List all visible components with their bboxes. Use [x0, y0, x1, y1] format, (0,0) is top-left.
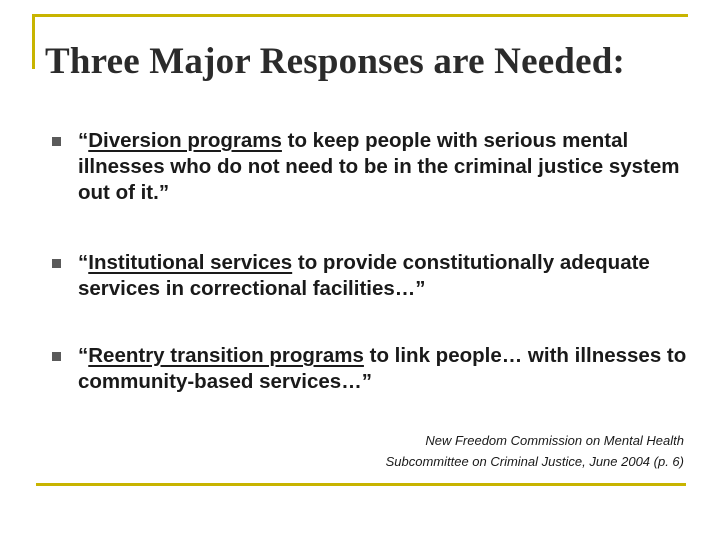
frame-left-rule — [32, 14, 35, 69]
frame-top-rule — [32, 14, 688, 17]
underlined-term: Institutional services — [88, 251, 293, 274]
square-bullet-icon — [52, 352, 61, 361]
square-bullet-icon — [52, 137, 61, 146]
slide-title: Three Major Responses are Needed: — [45, 41, 626, 82]
citation-line-1: New Freedom Commission on Mental Health — [425, 433, 684, 448]
bullet-text — [78, 250, 688, 302]
open-quote: “ — [78, 344, 89, 367]
bullet-text — [78, 128, 688, 206]
citation — [386, 430, 684, 472]
underlined-term: Diversion programs — [88, 129, 282, 152]
bullet-body: to link people… with illnesses to community-based services…” — [78, 344, 687, 393]
square-bullet-icon — [52, 259, 61, 268]
bullet-text — [78, 343, 688, 395]
open-quote: “ — [78, 129, 89, 152]
bullet-body: to provide constitutionally adequate services in correctional facilities…” — [78, 251, 650, 300]
bullet-body: to keep people with serious mental illnesses who do not need to be in the criminal justice system out of it.” — [78, 129, 680, 204]
underlined-term: Reentry transition programs — [88, 344, 364, 367]
citation-line-2: Subcommittee on Criminal Justice, June 2004 (p. 6) — [385, 454, 684, 469]
open-quote: “ — [78, 251, 89, 274]
bottom-rule — [36, 483, 686, 486]
